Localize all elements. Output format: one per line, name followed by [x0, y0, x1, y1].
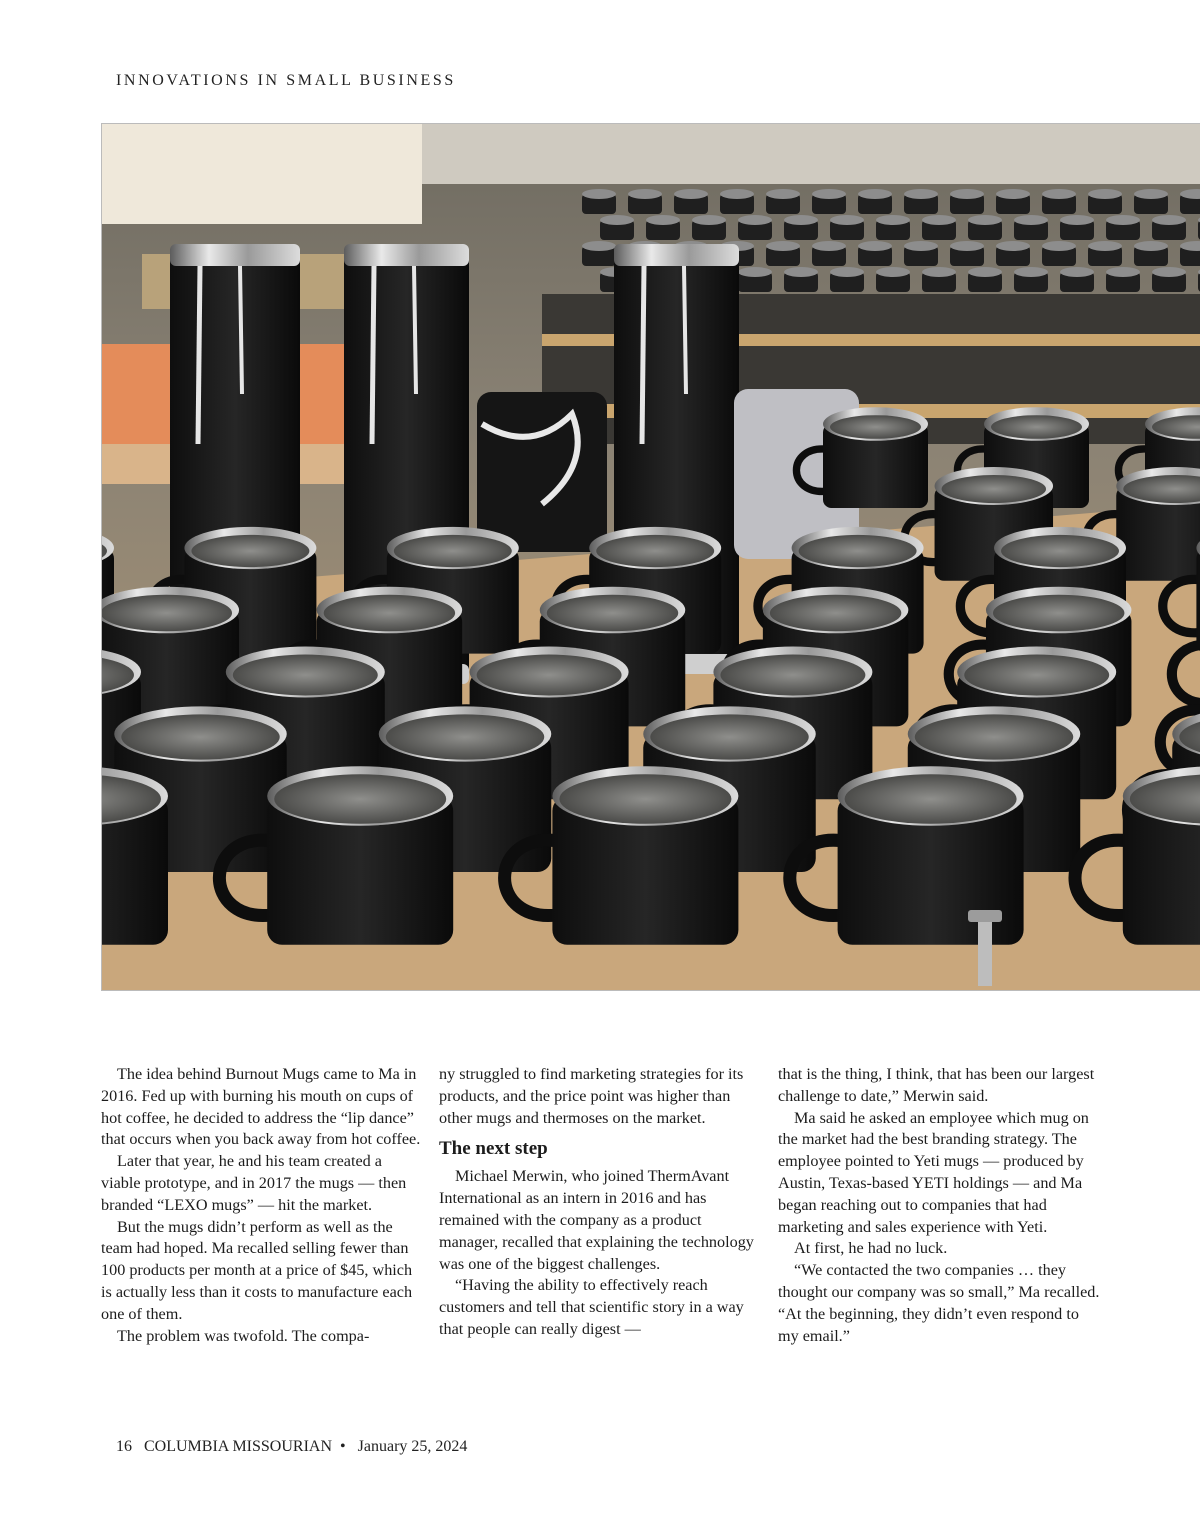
paragraph: Ma said he asked an employee which mug on the market had the best branding strategy. The employee pointed to Yeti mugs — produced by Austin, Texas-based YETI holdings — and Ma began reaching out to companies that had marketing and sales experience with Yeti. [778, 1108, 1089, 1236]
article-photo [101, 123, 1200, 991]
article-column-2 [439, 1064, 761, 1341]
paragraph-continued: that is the thing, I think, that has been our largest challenge to date,” Merwin said. [778, 1065, 1095, 1105]
mugs-photo-illustration [102, 124, 1200, 991]
paragraph: “Having the ability to effectively reach customers and tell that scientific story in a way that people can really digest — [439, 1276, 744, 1338]
article-column-3 [778, 1064, 1100, 1347]
paragraph: Michael Merwin, who joined ThermAvant International as an intern in 2016 and has remained with the company as a product manager, recalled that explaining the technology was one of the biggest challenges. [439, 1167, 754, 1273]
paragraph-continued: ny struggled to find marketing strategies for its products, and the price point was higher than other mugs and thermoses on the market. [439, 1065, 744, 1127]
publication-name: COLUMBIA MISSOURIAN [144, 1438, 333, 1455]
subheading: The next step [439, 1138, 548, 1160]
paragraph: The idea behind Burnout Mugs came to Ma in 2016. Fed up with burning his mouth on cups of hot coffee, he decided to address the “lip dance” that occurs when you back away from hot coffee. [101, 1065, 421, 1149]
article-column-1 [101, 1064, 423, 1347]
page-footer [116, 1438, 475, 1456]
footer-separator: • [340, 1438, 346, 1455]
publication-date: January 25, 2024 [357, 1438, 468, 1455]
paragraph: Later that year, he and his team created a viable prototype, and in 2017 the mugs — then branded “LEXO mugs” — hit the market. [101, 1152, 407, 1214]
paragraph: At first, he had no luck. [794, 1239, 948, 1258]
paragraph: But the mugs didn’t perform as well as the team had hoped. Ma recalled selling fewer than 100 products per month at a price of $45, which is actually less than it costs to manufacture each one of them. [101, 1217, 413, 1323]
page-number: 16 [116, 1438, 132, 1455]
paragraph: “We contacted the two companies … they thought our company was so small,” Ma recalled. “At the beginning, they didn’t even respond to my email.” [778, 1261, 1100, 1345]
section-kicker: INNOVATIONS IN SMALL BUSINESS [116, 72, 456, 89]
paragraph: The problem was twofold. The compa- [117, 1326, 370, 1345]
